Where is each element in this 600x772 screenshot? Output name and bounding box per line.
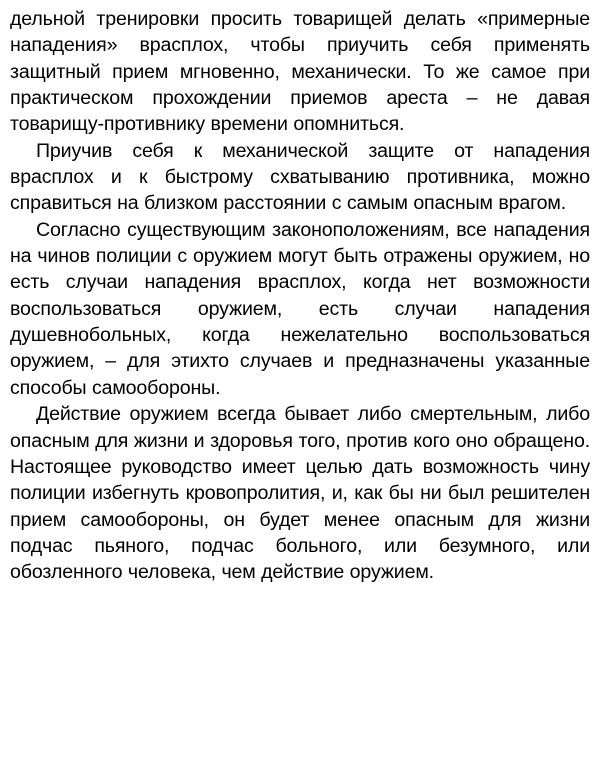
paragraph-continuation: дельной тренировки просить товарищей делать «примерные нападения» врасплох, чтобы приучить себя применять защитный прием мгновенно, механически. То же самое при практическом прохождении приемов ареста – не давая товарищу-противнику времени опомниться. [10, 8, 590, 136]
paragraph: Приучив себя к механической защите от нападения врасплох и к быстрому схватыванию противника, можно справиться на близком расстоянии с самым опасным врагом. [10, 139, 590, 215]
paragraph: Согласно существующим законоположениям, все нападения на чинов полиции с оружием могут быть отражены оружием, но есть случаи нападения врасплох, когда нет возможности воспользоваться оружием, есть случаи нападения душевнобольных, когда нежелательно воспользоваться оружием, – для этихто случаев и предназначены указанные способы самообороны. [10, 218, 590, 399]
document-body [10, 6, 590, 586]
paragraph: Действие оружием всегда бывает либо смертельным, либо опасным для жизни и здоровья того, против кого оно обращено. Настоящее руководство имеет целью дать возможность чину полиции избегнуть кровопролития, и, как бы ни был решителен прием самообороны, он будет менее опасным для жизни подчас пьяного, подчас больного, или безумного, или обозленного человека, чем действие оружием. [10, 403, 590, 584]
